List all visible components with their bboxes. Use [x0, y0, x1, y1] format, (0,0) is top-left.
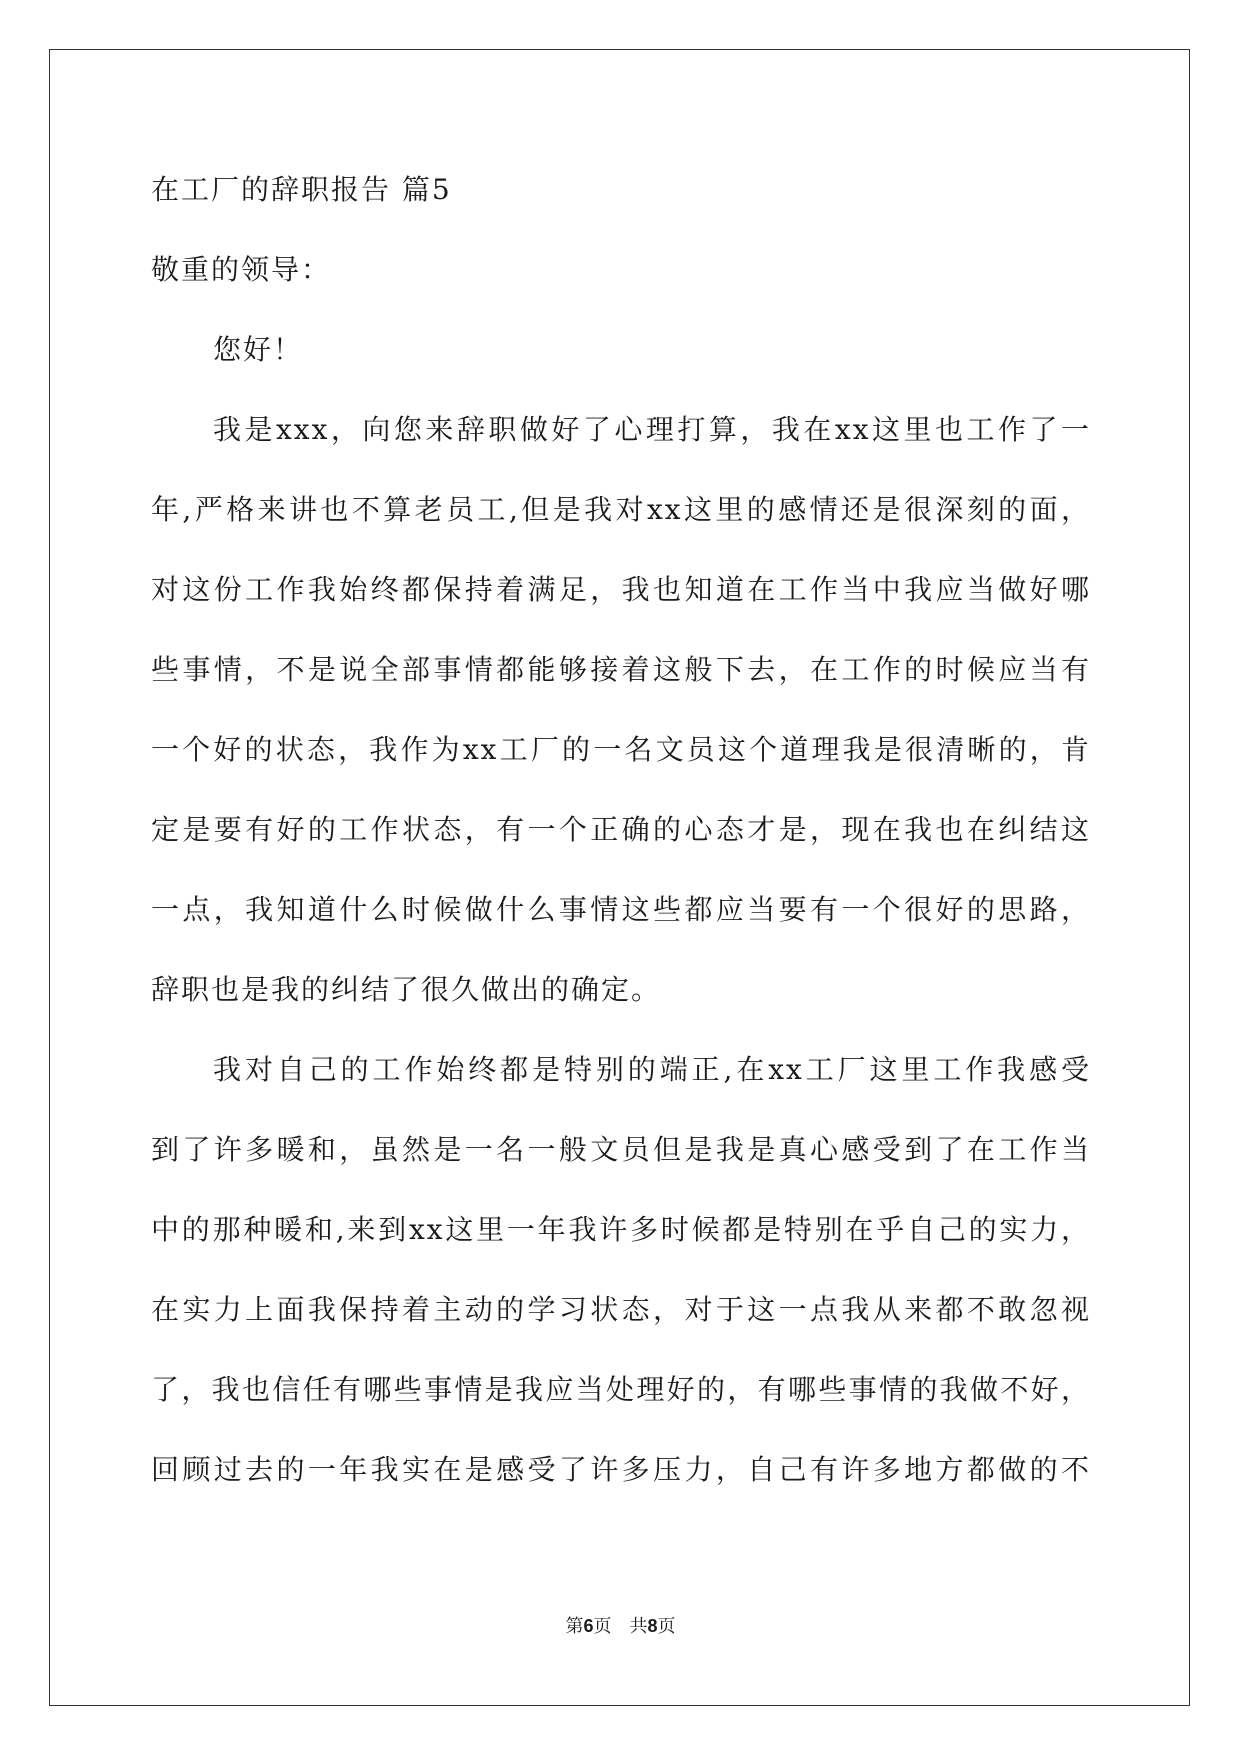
paragraph-2-line-3: 中的那种暖和,来到xx这里一年我许多时候都是特别在乎自己的实力，: [151, 1213, 1091, 1246]
paragraph-1-line-3: 对这份工作我始终都保持着满足，我也知道在工作当中我应当做好哪: [151, 573, 1091, 606]
footer-prefix: 第: [565, 1616, 584, 1637]
page-footer: [0, 1612, 1241, 1638]
paragraph-1-line-2: 年,严格来讲也不算老员工,但是我对xx这里的感情还是很深刻的面，: [151, 493, 1091, 526]
paragraph-1-line-5: 一个好的状态，我作为xx工厂的一名文员这个道理我是很清晰的，肯: [151, 733, 1091, 766]
paragraph-1-line-8: 辞职也是我的纠结了很久做出的确定。: [151, 973, 662, 1006]
paragraph-1-line-7: 一点，我知道什么时候做什么事情这些都应当要有一个很好的思路，: [151, 893, 1091, 926]
current-page-number: 6: [583, 1616, 594, 1636]
paragraph-1-line-1: 我是xxx，向您来辞职做好了心理打算，我在xx这里也工作了一: [213, 413, 1091, 446]
document-title: 在工厂的辞职报告 篇5: [151, 173, 452, 206]
paragraph-2-line-2: 到了许多暖和，虽然是一名一般文员但是我是真心感受到了在工作当: [151, 1133, 1091, 1166]
salutation: 敬重的领导：: [151, 253, 332, 286]
paragraph-2-line-5: 了，我也信任有哪些事情是我应当处理好的，有哪些事情的我做不好，: [151, 1373, 1091, 1406]
greeting: 您好！: [213, 333, 304, 366]
paragraph-1-line-6: 定是要有好的工作状态，有一个正确的心态才是，现在我也在纠结这: [151, 813, 1091, 846]
total-pages-number: 8: [647, 1616, 658, 1636]
paragraph-1-line-4: 些事情，不是说全部事情都能够接着这般下去，在工作的时候应当有: [151, 653, 1091, 686]
paragraph-2-line-4: 在实力上面我保持着主动的学习状态，对于这一点我从来都不敢忽视: [151, 1293, 1091, 1326]
paragraph-2-line-6: 回顾过去的一年我实在是感受了许多压力，自己有许多地方都做的不: [151, 1453, 1091, 1486]
footer-middle: 页 共: [593, 1616, 648, 1637]
footer-suffix: 页: [657, 1616, 676, 1637]
paragraph-2-line-1: 我对自己的工作始终都是特别的端正,在xx工厂这里工作我感受: [213, 1053, 1091, 1086]
document-body: [151, 168, 1091, 1528]
